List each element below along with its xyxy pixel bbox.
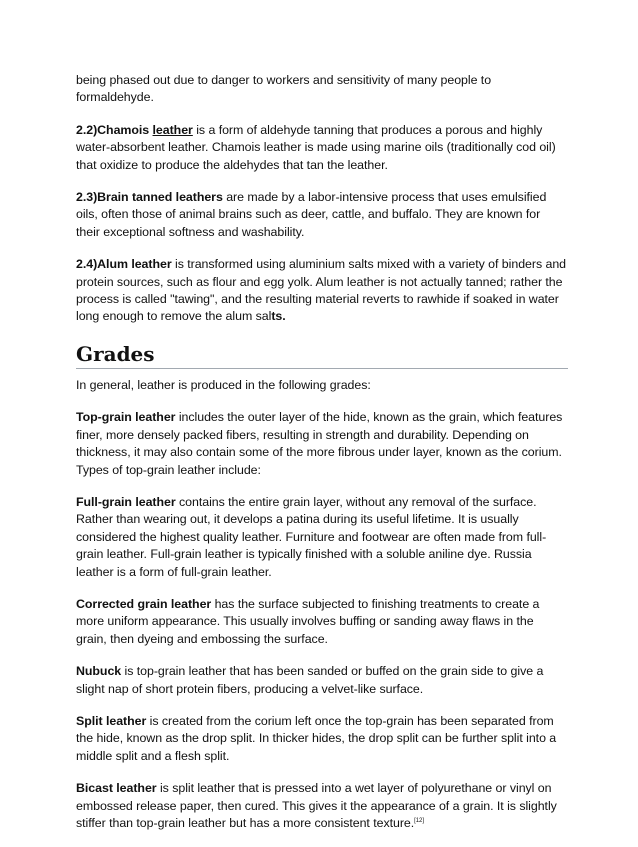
grade-split: [76, 713, 566, 765]
grade-term: Corrected grain leather: [76, 596, 212, 611]
grade-term: Nubuck: [76, 664, 122, 679]
grade-term: Top-grain leather: [76, 410, 176, 425]
alum-term: 2.4)Alum leather: [76, 257, 172, 272]
citation-ref[interactable]: [12]: [414, 818, 424, 824]
brain-text: are made by a labor-intensive process that uses emulsified oils, often those of animal brains such as deer, cattle, and buffalo. They are known for their exceptional softness and washability.: [76, 190, 547, 239]
chamois-paragraph: [76, 122, 566, 174]
chamois-text: is a form of aldehyde tanning that produces a porous and highly water-absorbent leather. Chamois leather is made using marine oils (traditionally cod oil) that oxidize to produce the aldehydes that tan the leather.: [76, 122, 556, 172]
grade-text: is created from the corium left once the top-grain has been separated from the hide, known as the drop split. In thicker hides, the drop split can be further split into a middle split and a flesh split.: [76, 713, 557, 763]
grade-text: is split leather that is pressed into a wet layer of polyurethane or vinyl on embossed release paper, then cured. This gives it the appearance of a grain. It is slightly stiffer than top-grain leather but has a more consistent texture.: [76, 781, 557, 830]
chamois-term: [76, 123, 193, 137]
grade-top-grain: [76, 409, 566, 479]
grade-text: contains the entire grain layer, without any removal of the surface. Rather than wearing out, it develops a patina during its useful lifetime. It is usually considered the highest quality leather. Furniture and footwear are often made from full-grain leather. Full-grain leather is typically finished with a soluble aniline dye. Russia leather is a form of full-grain leather.: [76, 494, 547, 579]
chamois-number: 2.2)Chamois: [76, 122, 153, 137]
brain-term: 2.3)Brain tanned leathers: [76, 190, 223, 205]
alum-tail: ts.: [271, 309, 286, 324]
grade-full-grain: [76, 494, 566, 581]
grade-nubuck: [76, 663, 566, 698]
grade-text: is top-grain leather that has been sanded or buffed on the grain side to give a slight nap of short protein fibers, producing a velvet-like surface.: [76, 664, 544, 696]
grade-corrected-grain: [76, 596, 566, 648]
brain-paragraph: [76, 189, 566, 241]
grade-text: has the surface subjected to finishing treatments to create a more uniform appearance. This usually involves buffing or sanding away flaws in the grain, then dyeing and embossing the surface.: [76, 596, 540, 646]
grade-text: includes the outer layer of the hide, known as the grain, which features finer, more densely packed fibers, resulting in strength and durability. Depending on thickness, it may also contain some of the more fibrous under layer, known as the corium. Types of top-grain leather include:: [76, 410, 563, 477]
grades-heading: Grades: [76, 341, 568, 369]
grades-intro: In general, leather is produced in the following grades:: [76, 377, 371, 392]
grade-term: Bicast leather: [76, 781, 157, 796]
intro-paragraph: being phased out due to danger to workers and sensitivity of many people to formaldehyde.: [76, 73, 492, 105]
grade-term: Split leather: [76, 713, 147, 728]
alum-text: is transformed using aluminium salts mixed with a variety of binders and protein sources, such as flour and egg yolk. Alum leather is not actually tanned; rather the process is called "tawing", and the resulting material reverts to rawhide if soaked in water long enough to remove the alum sal: [76, 257, 567, 324]
alum-paragraph: [76, 256, 566, 326]
leather-link[interactable]: leather: [152, 122, 193, 137]
article-body: [76, 72, 566, 847]
grade-term: Full-grain leather: [76, 494, 176, 509]
grade-bicast: [76, 780, 566, 832]
